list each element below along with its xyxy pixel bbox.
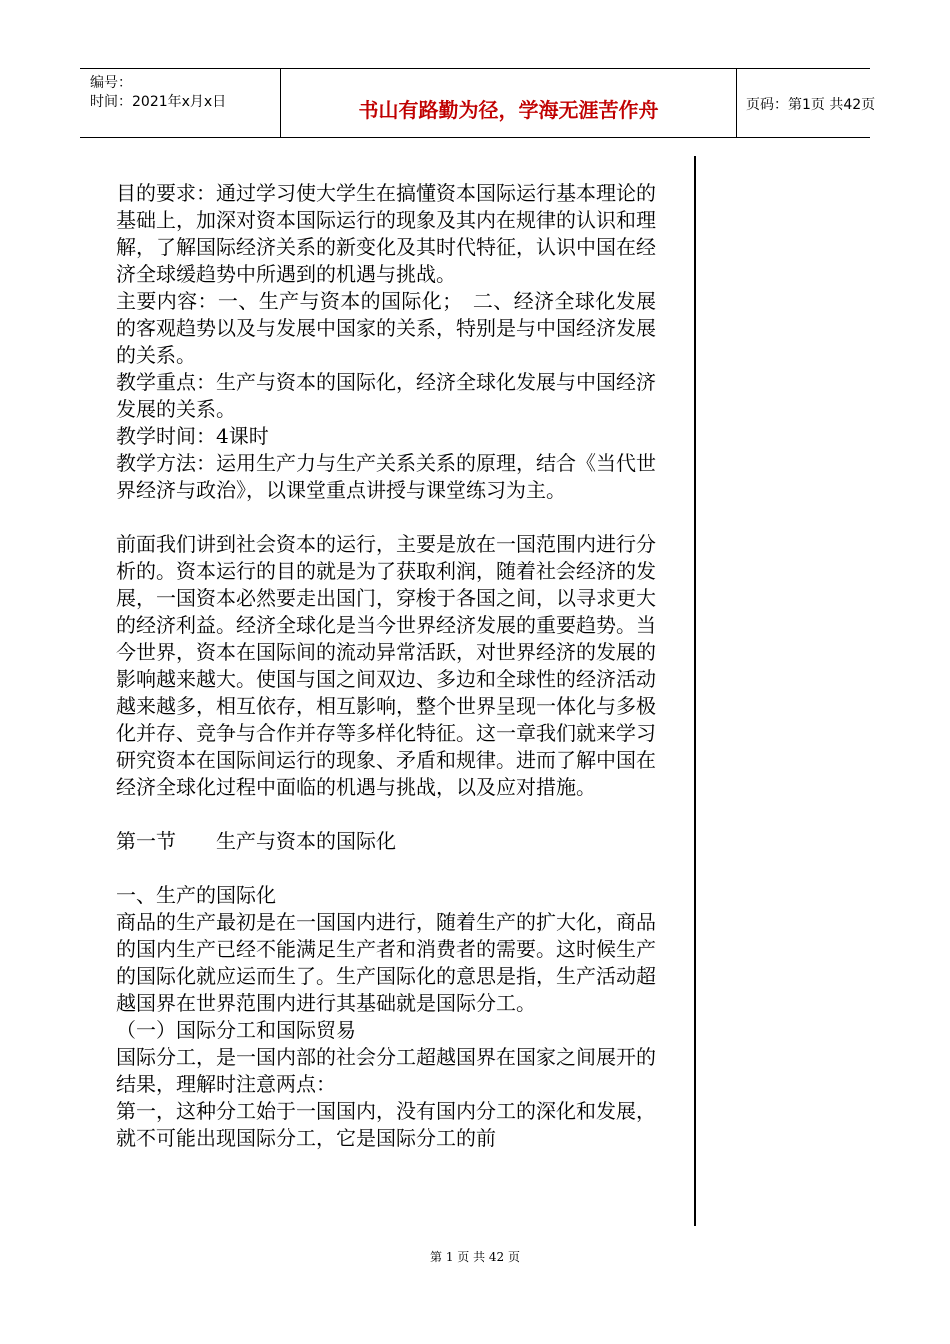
serial-label: 编号： (90, 75, 132, 91)
key-points-paragraph: 教学重点：生产与资本的国际化，经济全球化发展与中国经济发展的关系。 (116, 370, 656, 421)
right-margin-rule (694, 156, 696, 1226)
header-motto-cell (280, 69, 737, 137)
first-point-paragraph: 第一，这种分工始于一国国内，没有国内分工的深化和发展，就不可能出现国际分工，它是国际分工的前 (116, 1099, 656, 1150)
intro-paragraph: 前面我们讲到社会资本的运行，主要是放在一国范围内进行分析的。资本运行的目的就是为了获取利润，随着社会经济的发展，一国资本必然要走出国门，穿梭于各国之间，以寻求更大的经济利益。经济全球化是当今世界经济发展的重要趋势。当今世界，资本在国际间的流动异常活跃，对世界经济的发展的影响越来越大。使国与国之间双边、多边和全球性的经济活动越来越多，相互依存，相互影响，整个世界呈现一体化与多极化并存、竞争与合作并存等多样化特征。这一章我们就来学习研究资本在国际间运行的现象、矛盾和规律。进而了解中国在经济全球化过程中面临的机遇与挑战，以及应对措施。 (116, 532, 656, 799)
teaching-method-paragraph: 教学方法：运用生产力与生产关系关系的原理，结合《当代世界经济与政治》，以课堂重点讲授与课堂练习为主。 (116, 451, 656, 502)
motto-text: 书山有路勤为径，学海无涯苦作舟 (358, 98, 659, 122)
objectives-paragraph: 目的要求：通过学习使大学生在搞懂资本国际运行基本理论的基础上，加深对资本国际运行的现象及其内在规律的认识和理解，了解国际经济关系的新变化及其时代特征，认识中国在经济全球缓趋势中所遇到的机遇与挑战。 (116, 181, 656, 286)
sub-subsection-heading: （一）国际分工和国际贸易 (116, 1018, 356, 1042)
production-paragraph: 商品的生产最初是在一国国内进行，随着生产的扩大化，商品的国内生产已经不能满足生产者和消费者的需要。这时候生产的国际化就应运而生了。生产国际化的意思是指，生产活动超越国界在世界范围内进行其基础就是国际分工。 (116, 910, 656, 1015)
main-content-paragraph: 主要内容：一、生产与资本的国际化； 二、经济全球化发展的客观趋势以及与发展中国家的关系，特别是与中国经济发展的关系。 (116, 289, 656, 367)
header-meta-cell (80, 69, 280, 137)
page-info: 页码：第1页 共42页 (746, 97, 876, 113)
document-body (116, 180, 656, 1152)
teaching-time-paragraph: 教学时间：4课时 (116, 424, 269, 448)
spacer (116, 855, 656, 882)
header-page-cell (736, 69, 876, 137)
section-heading: 第一节 生产与资本的国际化 (116, 829, 396, 853)
spacer (116, 504, 656, 531)
header-table (80, 68, 876, 138)
spacer (116, 801, 656, 828)
subsection-heading: 一、生产的国际化 (116, 883, 276, 907)
division-paragraph: 国际分工，是一国内部的社会分工超越国界在国家之间展开的结果，理解时注意两点： (116, 1045, 656, 1096)
page-footer: 第 1 页 共 42 页 (430, 1250, 520, 1264)
date-label: 时间：2021年x月x日 (90, 94, 227, 110)
